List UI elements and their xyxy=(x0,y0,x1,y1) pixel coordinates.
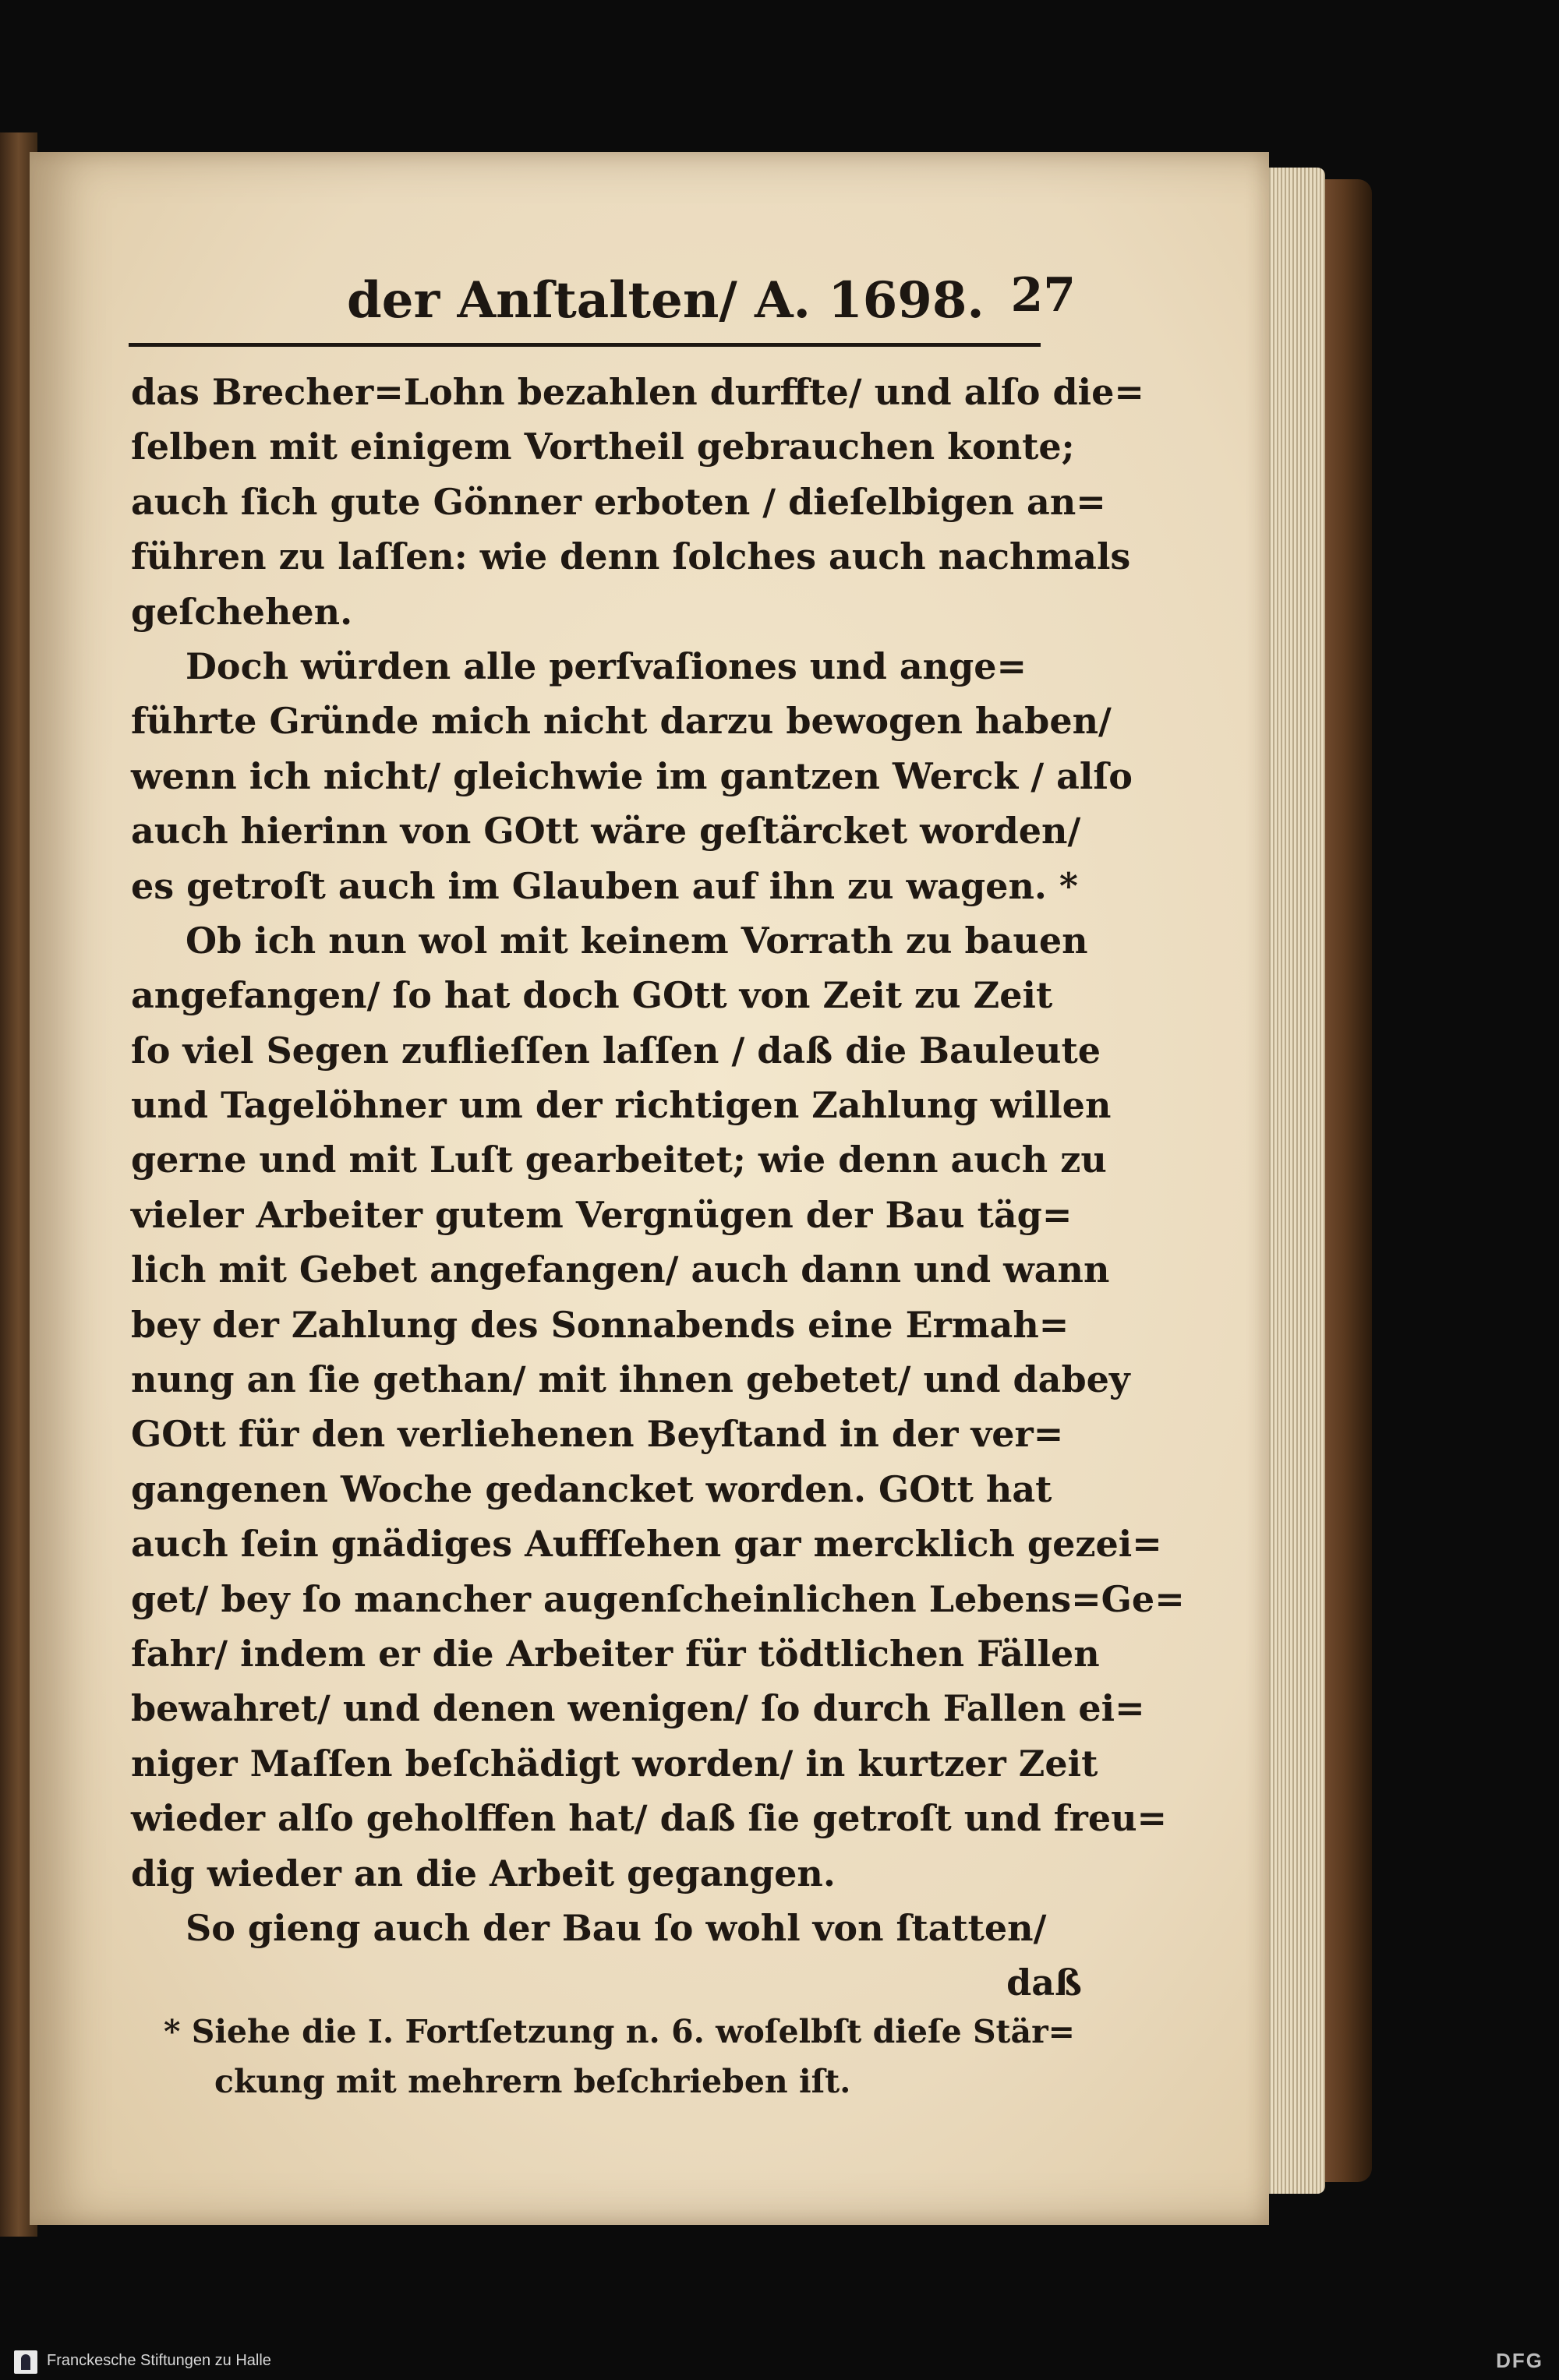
running-head: der Anſtalten/ A. 1698. xyxy=(347,271,985,330)
text-line: bey der Zahlung des Sonnabends eine Ermah= xyxy=(131,1303,1069,1346)
text-line: ſelben mit einigem Vortheil gebrauchen konte; xyxy=(131,426,1075,468)
text-line: es getroſt auch im Glauben auf ihn zu wagen. * xyxy=(131,864,1078,907)
page-number: 27 xyxy=(1010,268,1076,323)
text-line: nung an ſie gethan/ mit ihnen gebetet/ und dabey xyxy=(131,1358,1130,1401)
page-header xyxy=(129,265,1076,358)
foundation-logo-icon xyxy=(14,2350,37,2374)
text-line: auch hierinn von GOtt wäre geſtärcket worden/ xyxy=(131,810,1081,853)
text-line: Ob ich nun wol mit keinem Vorrath zu bauen xyxy=(186,919,1088,962)
text-line: Doch würden alle perſvaſiones und ange= xyxy=(186,644,1027,687)
text-line: auch ſein gnädiges Auffſehen gar mercklich gezei= xyxy=(131,1523,1162,1566)
text-line: daß xyxy=(1006,1962,1082,2004)
dfg-logo: DFG xyxy=(1496,2349,1543,2372)
text-line: wenn ich nicht/ gleichwie im gantzen Werck / alſo xyxy=(131,754,1133,797)
text-line: ſo viel Segen zuflieſſen laſſen / daß die Bauleute xyxy=(131,1029,1101,1072)
text-line: das Brecher=Lohn bezahlen durffte/ und alſo die= xyxy=(131,371,1144,413)
footnote-line: * Siehe die I. Fortſetzung n. 6. woſelbſt dieſe Stär= xyxy=(164,2013,1076,2050)
text-line: wieder alſo geholffen hat/ daß ſie getroſt und freu= xyxy=(131,1797,1168,1840)
body-text xyxy=(131,365,1185,2011)
text-line: auch ſich gute Gönner erboten / dieſelbigen an= xyxy=(131,480,1106,523)
text-line: dig wieder an die Arbeit gegangen. xyxy=(131,1852,836,1894)
text-line: get/ bey ſo mancher augenſcheinlichen Lebens=Ge= xyxy=(131,1577,1185,1620)
footer-credit: Franckesche Stiftungen zu Halle xyxy=(47,2352,271,2369)
text-line: führen zu laſſen: wie denn ſolches auch nachmals xyxy=(131,535,1131,578)
text-line: lich mit Gebet angefangen/ auch dann und wann xyxy=(131,1248,1110,1291)
text-line: und Tagelöhner um der richtigen Zahlung willen xyxy=(131,1084,1112,1127)
text-line: vieler Arbeiter gutem Vergnügen der Bau täg= xyxy=(131,1193,1073,1236)
text-line: bewahret/ und denen wenigen/ ſo durch Fallen ei= xyxy=(131,1687,1145,1730)
text-line: gerne und mit Luſt gearbeitet; wie denn auch zu xyxy=(131,1139,1107,1181)
text-line: führte Gründe mich nicht darzu bewogen haben/ xyxy=(131,700,1112,743)
footnote-line: ckung mit mehrern beſchrieben iſt. xyxy=(214,2063,851,2100)
text-line: So gieng auch der Bau ſo wohl von ſtatten/ xyxy=(186,1906,1047,1949)
text-line: geſchehen. xyxy=(131,590,353,633)
text-line: GOtt für den verliehenen Beyſtand in der ver= xyxy=(131,1413,1064,1456)
header-rule xyxy=(129,343,1041,347)
text-line: fahr/ indem er die Arbeiter für tödtlichen Fällen xyxy=(131,1632,1100,1675)
text-line: niger Maſſen beſchädigt worden/ in kurtzer Zeit xyxy=(131,1742,1098,1785)
footnote xyxy=(164,2007,1107,2106)
text-line: angefangen/ ſo hat doch GOtt von Zeit zu Zeit xyxy=(131,974,1053,1017)
text-line: gangenen Woche gedancket worden. GOtt hat xyxy=(131,1467,1052,1510)
